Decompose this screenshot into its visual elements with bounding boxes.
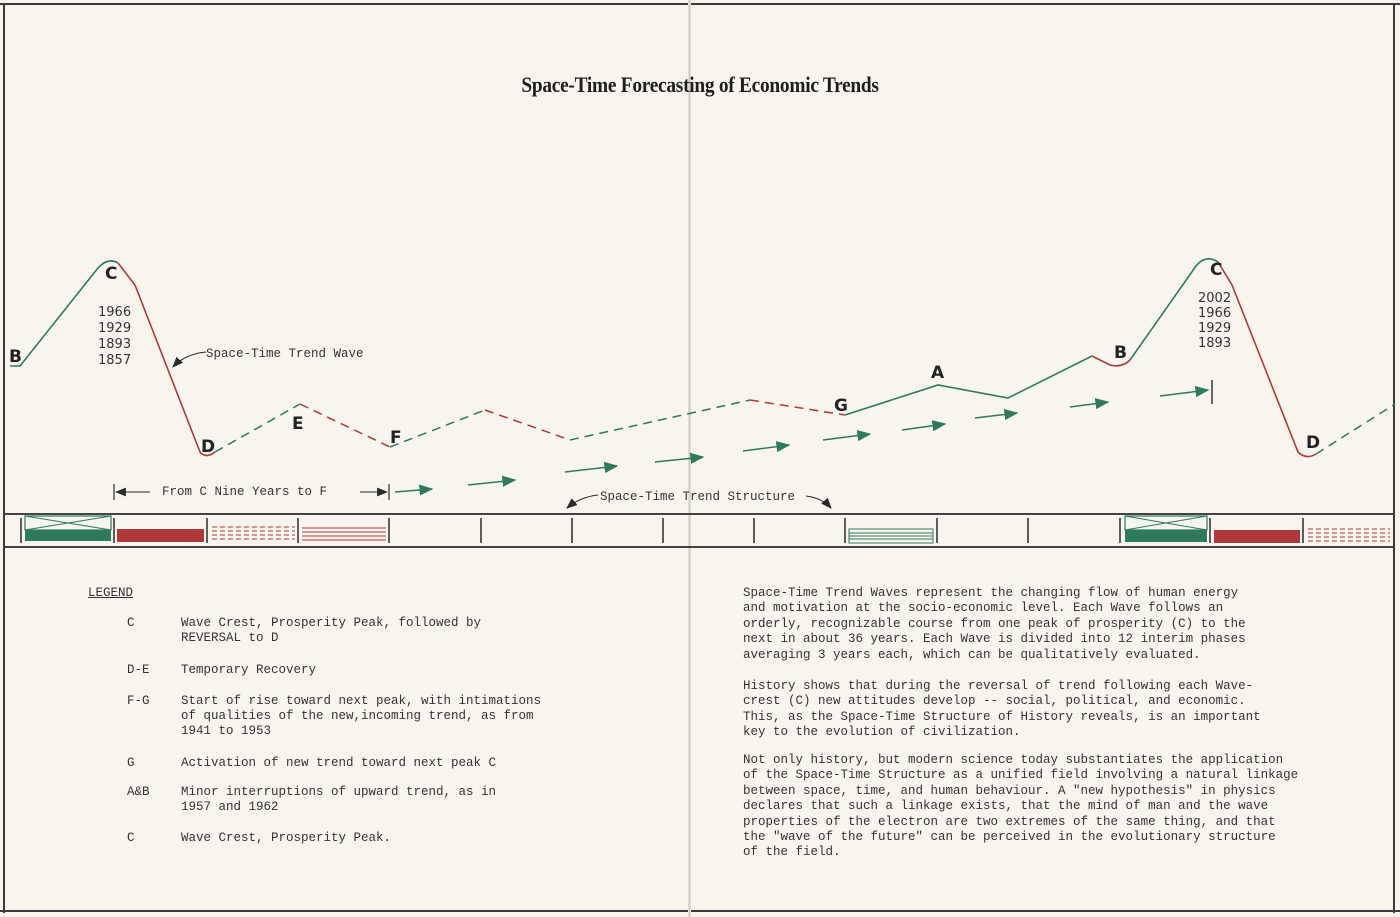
wave-segment-dip-2 xyxy=(750,400,845,415)
year-right-3: 1929 xyxy=(1198,321,1232,336)
legend-key: D-E xyxy=(127,663,150,677)
legend-text: Temporary Recovery xyxy=(181,663,317,677)
label-g: G xyxy=(834,396,848,416)
legend-title: LEGEND xyxy=(88,586,134,600)
c-to-f-annotation: From C Nine Years to F xyxy=(162,485,328,499)
legend-text: Start of rise toward next peak, with intimations of qualities of the new,incoming trend, as from 1941 to 1953 xyxy=(181,694,542,738)
year-left-1: 1966 xyxy=(98,305,132,320)
legend-key: A&B xyxy=(127,785,150,799)
structure-arrow xyxy=(975,413,1017,418)
trend-structure-right-pointer xyxy=(806,496,831,508)
year-right-1: 2002 xyxy=(1198,291,1232,306)
band-cell-reversal-left xyxy=(117,529,204,542)
label-d-left: D xyxy=(201,437,216,457)
label-e: E xyxy=(292,414,304,434)
wave-segment-c-d xyxy=(118,263,215,456)
legend-text: Activation of new trend toward next peak C xyxy=(181,756,497,770)
legend-key: G xyxy=(127,756,135,770)
year-left-2: 1929 xyxy=(98,321,132,336)
legend-key: C xyxy=(127,831,135,845)
label-f: F xyxy=(390,428,402,448)
wave-segment-rise-2 xyxy=(570,400,750,440)
structure-arrow xyxy=(1070,402,1108,407)
year-right-2: 1966 xyxy=(1198,306,1232,321)
wave-segment-f-rise xyxy=(390,410,485,447)
label-d-right: D xyxy=(1306,433,1321,453)
band-cell-crest-left xyxy=(25,516,111,541)
year-right-4: 1893 xyxy=(1198,336,1232,351)
wave-segment-d-e xyxy=(215,404,300,452)
structure-arrow xyxy=(902,424,945,430)
wave-segment-c-d-right xyxy=(1218,262,1316,457)
legend-text: Wave Crest, Prosperity Peak. xyxy=(181,831,392,845)
trend-wave-annotation: Space-Time Trend Wave xyxy=(206,347,364,361)
trend-structure-left-pointer xyxy=(567,495,598,508)
label-c-left: C xyxy=(105,264,118,284)
structure-arrow xyxy=(468,480,515,485)
label-c-right: C xyxy=(1210,260,1223,280)
wave-segment-d-right-rise xyxy=(1316,404,1395,454)
structure-arrow xyxy=(743,445,789,451)
band-cell-crest-right xyxy=(1125,516,1207,542)
legend-key: C xyxy=(127,616,135,630)
trend-structure-annotation: Space-Time Trend Structure xyxy=(600,490,796,504)
paragraph-history: History shows that during the reversal of trend following each Wave- crest (C) new attitudes develop -- social, political, and economic. This, as the Space-Time Structure of History reveals, is an important key to the evolution of civilization. xyxy=(743,679,1261,740)
year-left-3: 1893 xyxy=(98,337,132,352)
structure-arrow xyxy=(1160,390,1208,396)
band-cell-recovery xyxy=(212,527,295,539)
legend-key: F-G xyxy=(127,694,150,708)
paragraph-trend-waves: Space-Time Trend Waves represent the changing flow of human energy and motivation at the socio-economic level. Each Wave follows an orderly, recognizable course from one peak of prosperity (C) to the next in about 36 years. Each Wave is divided into 12 interim phases averaging 3 years each, which can be qualitatively evaluated. xyxy=(743,586,1246,662)
structure-arrow xyxy=(565,466,617,472)
year-left-4: 1857 xyxy=(98,353,132,368)
band-cell-decline xyxy=(302,528,386,540)
structure-arrows xyxy=(395,390,1208,492)
wave-segment-g-a xyxy=(845,356,1092,415)
wave-segment-e-f xyxy=(300,404,390,447)
band-cell-activation xyxy=(849,529,933,543)
label-a: A xyxy=(931,363,945,383)
structure-arrow xyxy=(655,457,703,462)
legend-text: Minor interruptions of upward trend, as in 1957 and 1962 xyxy=(181,785,497,814)
label-b-right: B xyxy=(1114,343,1127,363)
diagram-title: Space-Time Forecasting of Economic Trends xyxy=(521,72,879,97)
band-cell-reversal-right xyxy=(1214,530,1300,543)
paragraph-science: Not only history, but modern science today substantiates the application of the Space-Time Structure as a unified field involving a natural linkage between space, time, and human behaviour. A "new hypothesis" in physics declares that such a linkage exists, that the mind of man and the wave properties of the electron are two extremes of the same thing, and that the "wave of the future" can be perceived in the evolutionary structure of the field. xyxy=(743,753,1299,860)
structure-arrow xyxy=(823,434,870,440)
trend-wave-pointer xyxy=(173,352,206,367)
structure-arrow xyxy=(395,489,432,492)
legend-text: Wave Crest, Prosperity Peak, followed by REVERSAL to D xyxy=(181,616,482,645)
band-cell-recovery-right xyxy=(1308,529,1390,541)
wave-segment-dip xyxy=(485,410,570,440)
label-b-left: B xyxy=(9,347,22,367)
